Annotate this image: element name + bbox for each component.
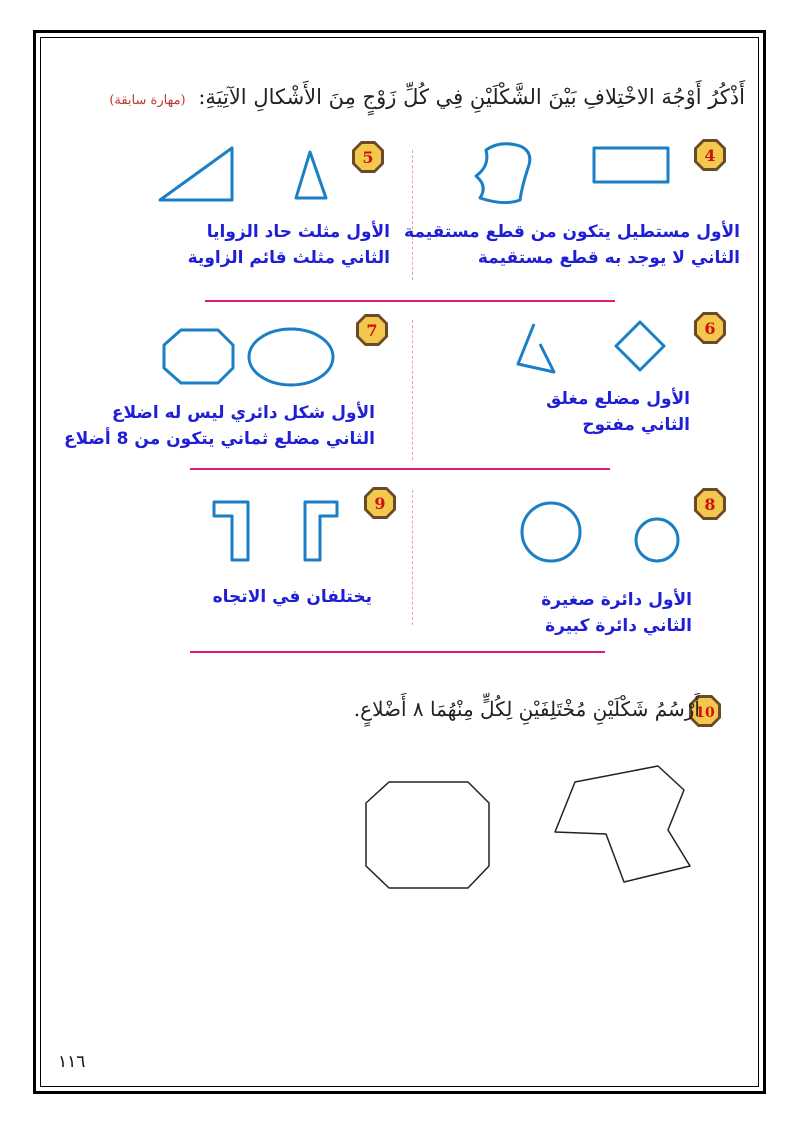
answer-q7 bbox=[64, 400, 375, 452]
answer-q9 bbox=[213, 584, 372, 610]
answer-line: الأول مستطيل يتكون من قطع مستقيمة bbox=[404, 222, 740, 242]
rectangle-shape bbox=[594, 148, 668, 182]
answer-line: الثاني مفتوح bbox=[582, 415, 690, 435]
ellipse-shape bbox=[249, 329, 333, 385]
right-triangle-shape bbox=[160, 148, 232, 200]
question-number: 5 bbox=[362, 148, 374, 167]
open-shape bbox=[518, 324, 554, 372]
answer-line: الأول دائرة صغيرة bbox=[541, 590, 692, 610]
acute-triangle-shape bbox=[296, 152, 326, 198]
answer-line: الأول مضلع مغلق bbox=[546, 389, 690, 409]
question-number: 10 bbox=[695, 705, 715, 721]
answer-q6 bbox=[546, 386, 690, 438]
skill-label: (مهارة سابقة) bbox=[109, 93, 186, 108]
answer-line: يختلفان في الاتجاه bbox=[212, 587, 372, 607]
answer-q5 bbox=[188, 219, 390, 271]
question-number: 6 bbox=[704, 319, 716, 338]
question-number: 8 bbox=[704, 495, 716, 514]
answer-line: الثاني دائرة كبيرة bbox=[545, 616, 692, 636]
question-number: 7 bbox=[366, 321, 378, 340]
octagon-drawing bbox=[366, 782, 489, 888]
answer-q4 bbox=[404, 219, 740, 271]
answer-line: الأول شكل دائري ليس له اضلاع bbox=[111, 403, 375, 423]
small-circle-shape bbox=[636, 519, 678, 561]
eight-sided-drawing bbox=[555, 766, 690, 882]
question-badge bbox=[693, 487, 727, 521]
irregular-closed-shape bbox=[476, 144, 530, 203]
large-circle-shape bbox=[522, 503, 580, 561]
instruction-text: أَذْكُرُ أَوْجُهَ الاخْتِلافِ بَيْنَ الشَّكْلَيْنِ فِي كُلِّ زَوْجٍ مِنَ الأَشْكالِ الآتِيَةِ: bbox=[198, 85, 745, 109]
page-number: ١١٦ bbox=[58, 1052, 86, 1072]
question-badge bbox=[351, 140, 385, 174]
question-badge bbox=[363, 486, 397, 520]
question-number: 9 bbox=[374, 494, 386, 513]
octagon-shape bbox=[164, 330, 233, 383]
answer-line: الثاني مثلث قائم الزاوية bbox=[187, 248, 390, 268]
question10-text: أَرْسُمُ شَكْلَيْنِ مُخْتَلِفَيْنِ لِكُلٍّ مِنْهُمَا ٨ أَضْلاعٍ. bbox=[353, 697, 700, 721]
answer-line: الثاني مضلع ثماني يتكون من 8 أضلاع bbox=[63, 429, 375, 449]
l-shape-a bbox=[305, 502, 337, 560]
diamond-shape bbox=[616, 322, 664, 370]
answer-line: الثاني لا يوجد به قطع مستقيمة bbox=[477, 248, 740, 268]
answer-line: الأول مثلث حاد الزوايا bbox=[206, 222, 390, 242]
l-shape-b bbox=[214, 502, 248, 560]
question-number: 4 bbox=[704, 146, 716, 165]
question-badge bbox=[693, 311, 727, 345]
answer-q8 bbox=[541, 587, 692, 639]
question-badge bbox=[355, 313, 389, 347]
question-badge bbox=[693, 138, 727, 172]
